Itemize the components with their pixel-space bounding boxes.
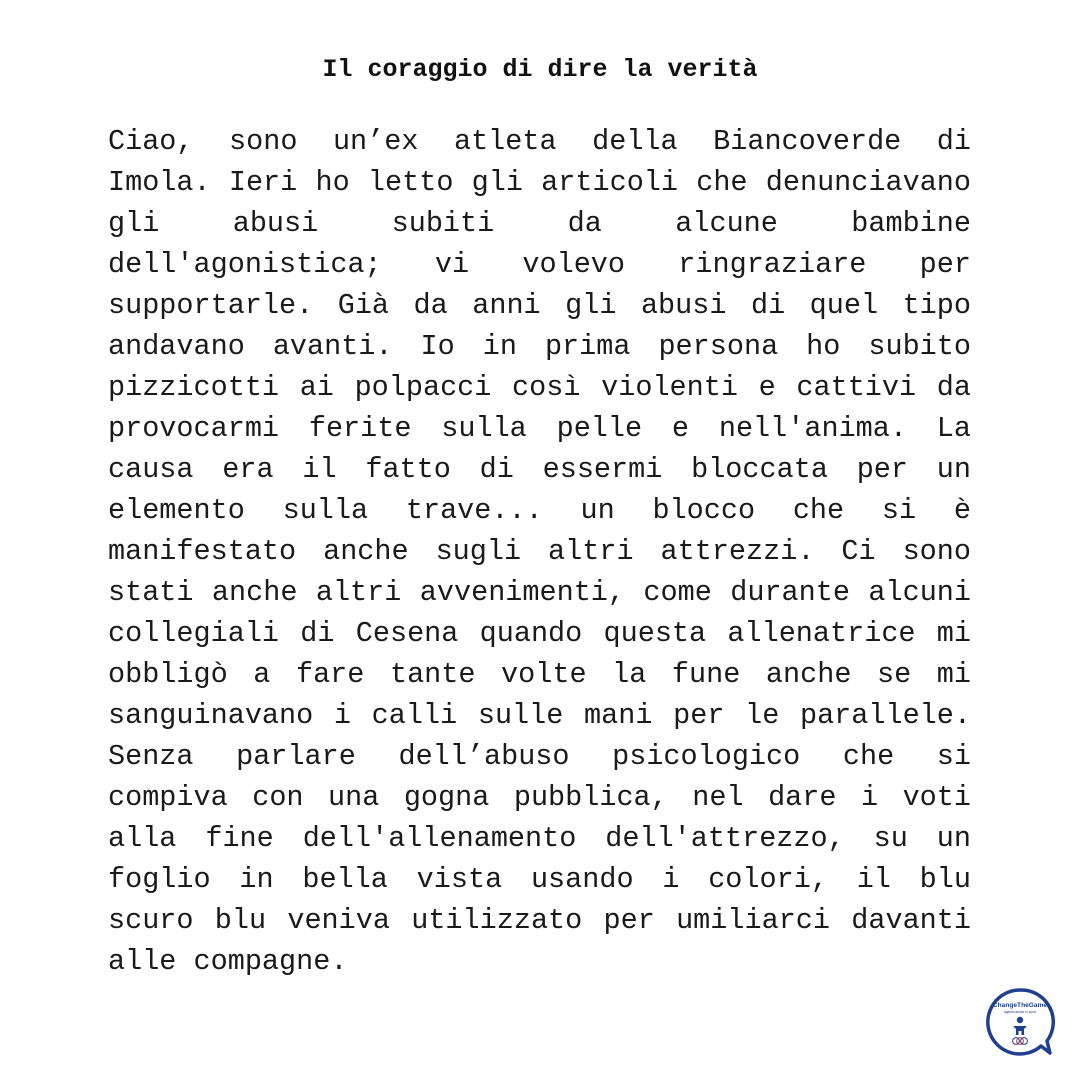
body-text: Ciao, sono un’ex atleta della Biancoverde di Imola. Ieri ho letto gli articoli che denunciavano gli abusi subiti da alcune bambine dell'agonistica; vi volevo ringraziare per supportarle. Già da anni gli abusi di quel tipo andavano avanti. Io in prima persona ho subito pizzicotti ai polpacci così violenti e cattivi da provocarmi ferite sulla pelle e nell'anima. La causa era il fatto di essermi bloccata per un elemento sulla trave... un blocco che si è manifestato anche sugli altri attrezzi. Ci sono stati anche altri avvenimenti, come durante alcuni collegiali di Cesena quando questa allenatrice mi obbligò a fare tante volte la fune anche se mi sanguinavano i calli sulle mani per le parallele. Senza parlare dell’abuso psicologico che si compiva con una gogna pubblica, nel dare i voti alla fine dell'allenamento dell'attrezzo, su un foglio in bella vista usando i colori, il blu scuro blu veniva utilizzato per umiliarci davanti alle compagne. bbox=[108, 125, 971, 978]
page-title: Il coraggio di dire la verità bbox=[322, 55, 758, 84]
logo-tagline: against abuse in sport bbox=[1003, 1010, 1037, 1014]
changethegame-logo-icon bbox=[984, 986, 1056, 1058]
logo-name: ChangeTheGame bbox=[992, 1002, 1048, 1009]
